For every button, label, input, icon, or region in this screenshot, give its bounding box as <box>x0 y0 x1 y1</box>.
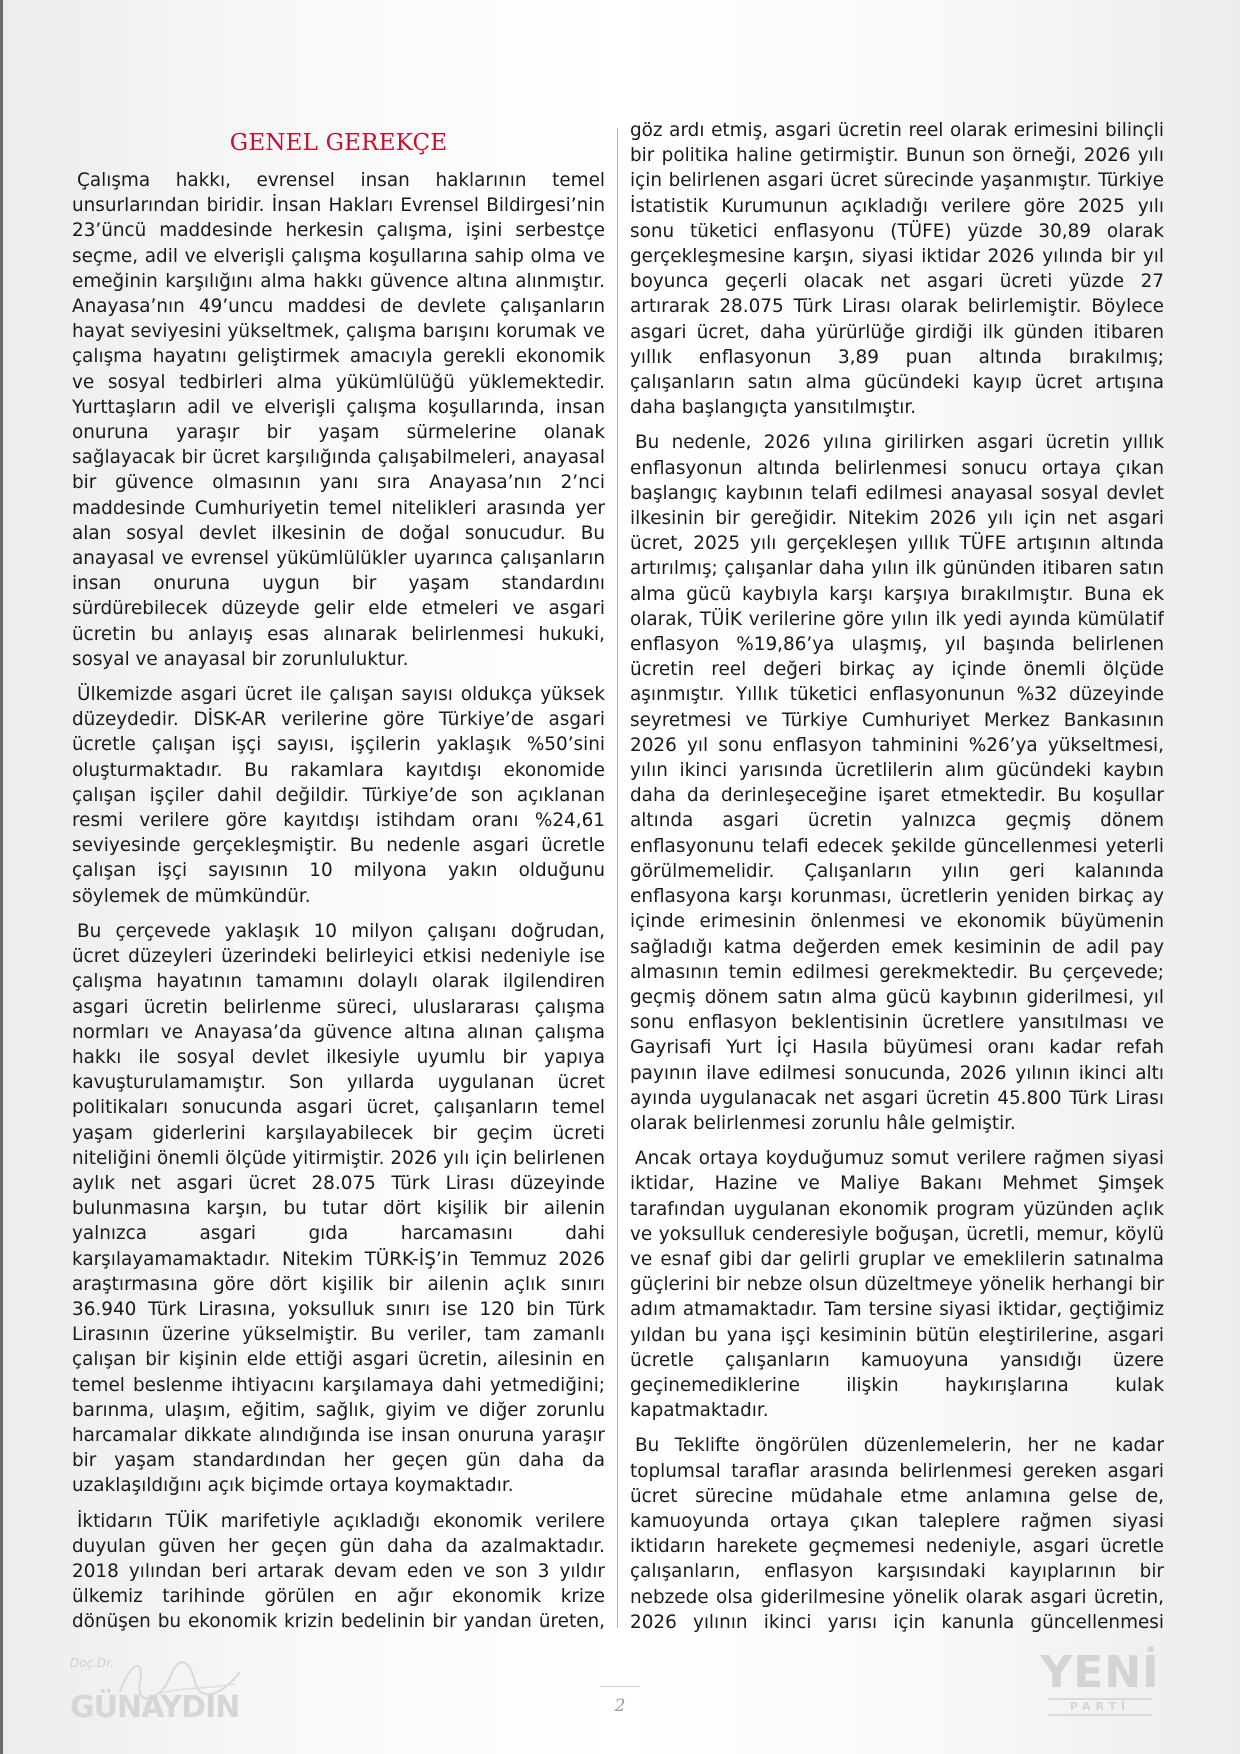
paragraph: Bu Teklifte öngörülen düzenlemelerin, her ne kadar toplumsal taraflar arasında belirlenmesi gereken asgari ücret sürecine müdahale etme anlamına gelse de, kamuoyunda ortaya çıkan taleplere rağmen siyasi iktidarın harekete geçmemesi nedeniyle, asgari ücretle çalışanların, enflasyon karşısındaki kayıplarının bir nebzede olsa giderilmesine yönelik olarak asgari ücretin, 2026 yılının ikinci yarısı için kanunla güncellenmesi <box>630 1435 1164 1633</box>
party-logo <box>1040 1647 1160 1730</box>
page-number: 2 <box>614 1696 626 1716</box>
logo-main-text: YENİ <box>1040 1647 1160 1698</box>
paragraph: Ancak ortaya koyduğumuz somut verilere rağmen siyasi iktidar, Hazine ve Maliye Bakanı Mehmet Şimşek tarafından uygulanan ekonomik program yüzünden açlık ve yoksulluk cenderesiyle boğuşan, ücretli, memur, köylü ve esnaf gibi dar gelirli gruplar ve emeklilerin satınalma güçlerini bir nebze olsun düzeltmeye yönelik herhangi bir adım atmamaktadır. Tam tersine siyasi iktidar, geçtiğimiz yıldan bu yana işçi kesiminin bütün eleştirilerine, asgari ücretle çalışanların kamuoyuna yansıdığı üzere geçinemediklerine ilişkin haykırışlarına kulak kapatmaktadır. <box>630 1148 1164 1422</box>
paragraph: İktidarın TÜİK marifetiyle açıkladığı ekonomik verilere duyulan güven her geçen gün daha da azalmaktadır. 2018 yılından beri artarak devam eden ve son 3 yıldır ülkemiz tarihinde görülen en ağır ekonomik krize dönüşen bu ekonomik krizin bedelinin bir yandan üreten, <box>72 1510 605 1633</box>
author-title: Doç.Dr. <box>70 1656 114 1670</box>
author-signature <box>70 1652 250 1732</box>
author-name: GÜNAYDIN <box>70 1690 240 1725</box>
paragraph: Çalışma hakkı, evrensel insan haklarının temel unsurlarından biridir. İnsan Hakları Evrensel Bildirgesi’nin 23’üncü maddesinde herkesin çalışma, işini serbestçe seçme, adil ve elverişli çalışma koşullarına sahip olma ve emeğinin karşılığını alma hakkı güvence altına alınmıştır. Anayasa’nın 49’uncu maddesi de devlete çalışanların hayat seviyesini yükseltmek, çalışma barışını korumak ve çalışma hayatını geliştirmek amacıyla gerekli ekonomik ve sosyal tedbirleri alma yükümlülüğü yüklemektedir. Yurttaşların adil ve elverişli çalışma koşullarında, insan onuruna yaraşır bir yaşam sürmelerine olanak sağlayacak bir ücret karşılığında çalışabilmeleri, anayasal bir güvence olmasının yanı sıra Anayasa’nın 2’nci maddesinde Cumhuriyetin temel nitelikleri arasında yer alan sosyal devlet ilkesinin de doğal sonucudur. Bu anayasal ve evrensel yükümlülükler uyarınca çalışanların insan onuruna uygun bir yaşam standardını sürdürebilecek düzeyde gelir elde etmeleri ve asgari ücretin bu anlayış esas alınarak belirlenmesi hukuki, sosyal ve anayasal bir zorunluluktur. <box>72 170 605 670</box>
page-left-edge <box>0 0 3 1754</box>
paragraph: Ülkemizde asgari ücret ile çalışan sayısı oldukça yüksek düzeydedir. DİSK-AR verilerine göre Türkiye’de asgari ücretle çalışan işçi sayısı, işçilerin yaklaşık %50’sini oluşturmaktadır. Bu rakamlara kayıtdışı ekonomide çalışan işçiler dahil değildir. Türkiye’de son açıklanan resmi verilere göre kayıtdışı istihdam oranı %24,61 seviyesinde gerçekleşmiştir. Bu nedenle asgari ücretle çalışan işçi sayısının 10 milyona yakın olduğunu söylemek de mümkündür. <box>72 684 605 907</box>
logo-sub-text: PARTİ <box>1048 1698 1152 1716</box>
paragraph: Bu nedenle, 2026 yılına girilirken asgari ücretin yıllık enflasyonun altında belirlenmesi sonucu ortaya çıkan başlangıç kaybının telafi edilmesi anayasal sosyal devlet ilkesinin bir gereğidir. Nitekim 2026 yılı için net asgari ücret, 2025 yılı gerçekleşen yıllık TÜFE artışının altında artırılmış; çalışanlar daha yılın ilk gününden itibaren satın alma gücü kaybıyla karşı karşıya bırakılmıştır. Buna ek olarak, TÜİK verilerine göre yılın ilk yedi ayında kümülatif enflasyon %19,86’ya ulaşmış, yıl başında belirlenen ücretin reel değeri birkaç ay içinde önemli ölçüde aşınmıştır. Yıllık tüketici enflasyonunun %32 düzeyinde seyretmesi ve Türkiye Cumhuriyet Merkez Bankasının 2026 yıl sonu enflasyon tahminini %26’ya yükseltmesi, yılın ikinci yarısında ücretlilerin alım gücündeki kaybın daha da derinleşeceğine işaret etmektedir. Bu koşullar altında asgari ücretin yalnızca geçmiş dönem enflasyonunu telafi edecek şekilde güncellenmesi yeterli görülmemelidir. Çalışanların yılın geri kalanında enflasyona karşı korunması, ücretlerin yeniden birkaç ay içinde erimesinin önlenmesi ve ekonomik büyümenin sağladığı katma değerden emek kesiminin de adil pay almasının temin edilmesi gerekmektedir. Bu çerçevede; geçmiş dönem satın alma gücü kaybının giderilmesi, yıl sonu enflasyon beklentisinin ücretlere yansıtılması ve Gayrisafi Yurt İçi Hasıla büyümesi oranı kadar refah payının ilave edilmesi sonucunda, 2026 yılının ikinci altı ayında uygulanacak net asgari ücretin 45.800 Türk Lirası olarak belirlenmesi zorunlu hâle gelmiştir. <box>630 432 1164 1134</box>
paragraph: Bu çerçevede yaklaşık 10 milyon çalışanı doğrudan, ücret düzeyleri üzerindeki belirleyici etkisi nedeniyle ise çalışma hayatının tamamını dolaylı olarak ilgilendiren asgari ücretin belirlenme süreci, uluslararası çalışma normları ve Anayasa’da güvence altına alınan çalışma hakkı ile sosyal devlet ilkesiyle uyumlu bir yapıya kavuşturulamamıştır. Son yıllarda uygulanan ücret politikaları sonucunda asgari ücret, çalışanların temel yaşam giderlerini karşılayabilecek bir geçim ücreti niteliğini önemli ölçüde yitirmiştir. 2026 yılı için belirlenen aylık net asgari ücret 28.075 Türk Lirası düzeyinde bulunmasına karşın, bu tutar dört kişilik bir ailenin yalnızca asgari gıda harcamasını dahi karşılayamamaktadır. Nitekim TÜRK-İŞ’in Temmuz 2026 araştırmasına göre dört kişilik bir ailenin açlık sınırı 36.940 Türk Lirasına, yoksulluk sınırı ise 120 bin Türk Lirasının üzerine yükselmiştir. Bu veriler, tam zamanlı çalışan bir kişinin elde ettiği asgari ücretin, ailesinin en temel beslenme ihtiyacını karşılamaya dahi yetmediğini; barınma, ulaşım, eğitim, sağlık, giyim ve diğer zorunlu harcamalar dikkate alındığında ise insan onuruna yaraşır bir yaşam standardından her geçen gün daha da uzaklaşıldığını açık biçimde ortaya koymaktadır. <box>72 920 605 1497</box>
right-column <box>630 118 1164 1638</box>
paragraph: göz ardı etmiş, asgari ücretin reel olarak erimesini bilinçli bir politika haline getirmiştir. Bunun son örneği, 2026 yılı için belirlenen asgari ücret sürecinde yaşanmıştır. Türkiye İstatistik Kurumunun açıkladığı verilere göre 2025 yılı sonu tüketici enflasyonu (TÜFE) yüzde 30,89 olarak gerçekleşmesine karşın, siyasi iktidar 2026 yılında bir yıl boyunca geçerli olacak net asgari ücreti yüzde 27 artırarak 28.075 Türk Lirası olarak belirlemiştir. Böylece asgari ücret, daha yürürlüğe girdiği ilk günden itibaren yıllık enflasyonun 3,89 puan altında bırakılmış; çalışanların satın alma gücündeki kayıp ücret artışına daha başlangıçta yansıtılmıştır. <box>630 120 1164 419</box>
document-title: GENEL GEREKÇE <box>229 130 448 156</box>
footer-rule <box>600 1686 640 1687</box>
column-divider <box>617 128 618 1628</box>
left-column <box>72 118 605 1638</box>
